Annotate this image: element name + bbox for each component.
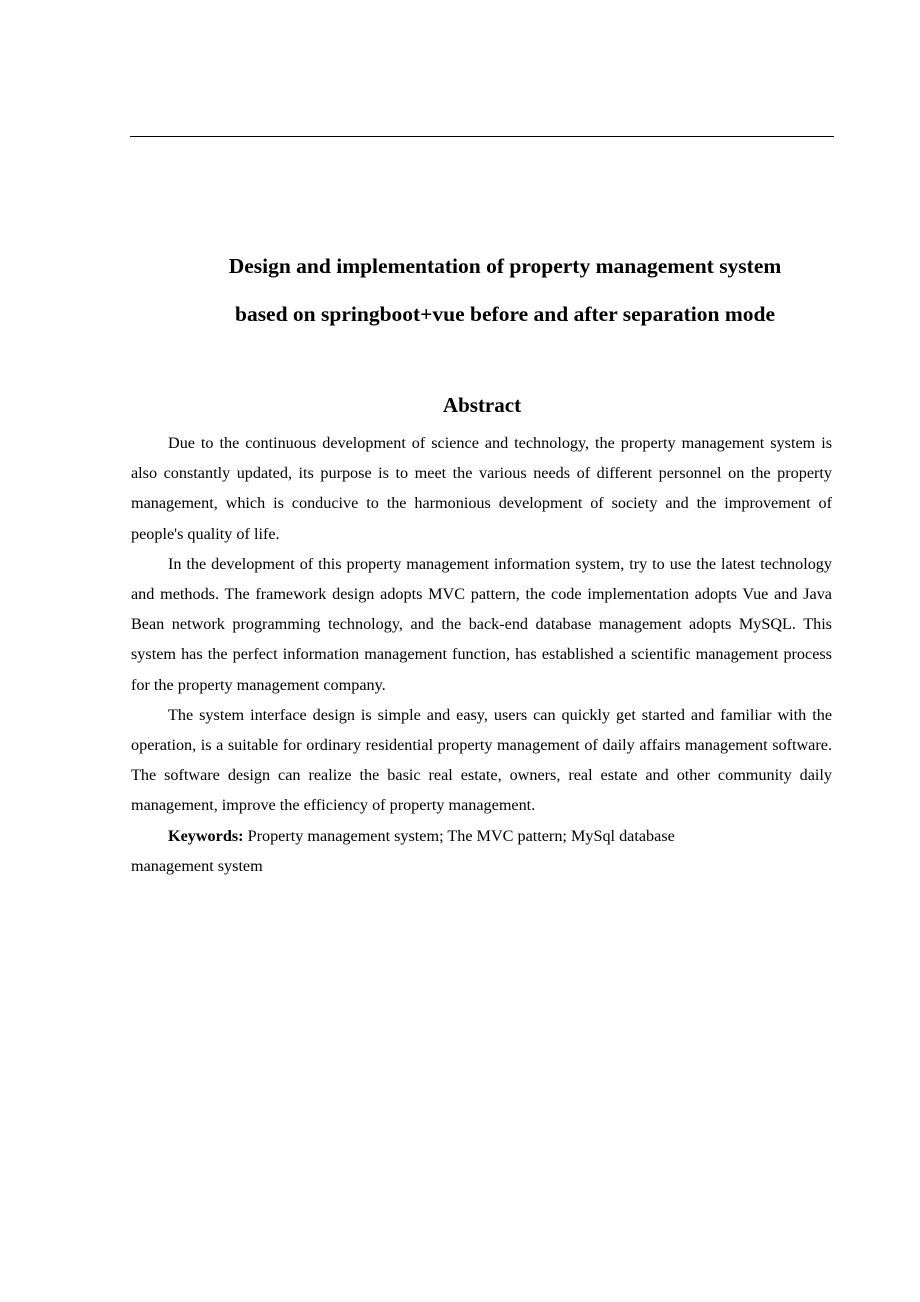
abstract-body bbox=[131, 428, 832, 881]
abstract-paragraph-3: The system interface design is simple and easy, users can quickly get started and familiar with the operation, is a suitable for ordinary residential property management of daily affairs management software. The software design can realize the basic real estate, owners, real estate and other community daily management, improve the efficiency of property management. bbox=[131, 705, 832, 815]
title-line-1: Design and implementation of property management system bbox=[228, 254, 782, 278]
keywords-text: Property management system; The MVC pattern; MySql database management system bbox=[131, 826, 675, 875]
keywords-line bbox=[131, 821, 832, 881]
paper-title bbox=[130, 242, 880, 338]
abstract-paragraph-1: Due to the continuous development of science and technology, the property management system is also constantly updated, its purpose is to meet the various needs of different personnel on the property management, which is conducive to the harmonious development of society and the improvement of people's quality of life. bbox=[131, 434, 832, 543]
abstract-paragraph-2: In the development of this property management information system, try to use the latest technology and methods. The framework design adopts MVC pattern, the code implementation adopts Vue and Java Bean network programming technology, and the back-end database management adopts MySQL. This system has the perfect information management function, has established a scientific management process for the property management company. bbox=[131, 554, 832, 694]
header-rule bbox=[130, 136, 834, 137]
title-line-2: based on springboot+vue before and after separation mode bbox=[234, 302, 776, 326]
keywords-label: Keywords: bbox=[168, 826, 244, 845]
abstract-heading: Abstract bbox=[442, 393, 522, 417]
